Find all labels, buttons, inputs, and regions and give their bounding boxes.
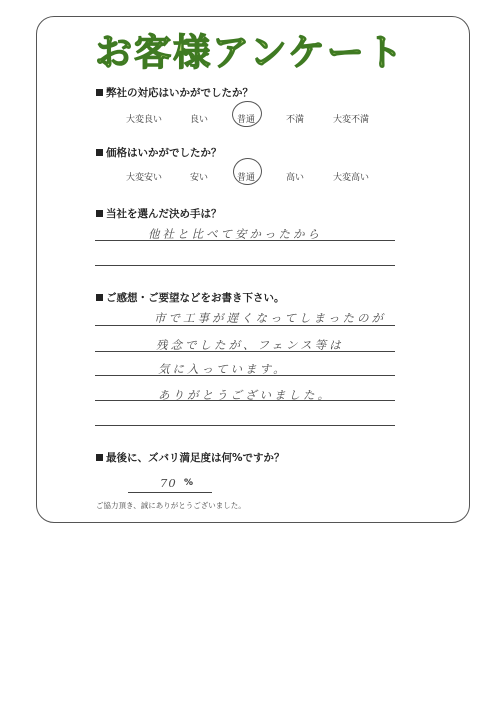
question-1-label: 弊社の対応はいかがでしたか？ — [106, 87, 253, 99]
question-4 — [96, 290, 285, 305]
question-3-label: 当社を選んだ決め手は？ — [106, 208, 222, 220]
question-4-label: ご感想・ご要望などをお書き下さい。 — [106, 292, 285, 304]
q4-handwritten-line-1: 市で工事が遅くなってしまったのが — [154, 311, 386, 325]
q2-option-5[interactable]: 大変高い — [333, 173, 370, 183]
answer-line — [128, 492, 212, 493]
q2-option-1[interactable]: 大変安い — [126, 173, 163, 183]
q4-handwritten-line-3: 気に入っています。 — [158, 362, 288, 376]
question-5-label: 最後に、ズバリ満足度は何%ですか？ — [106, 452, 285, 464]
bullet-square-icon — [96, 210, 103, 217]
q2-option-2[interactable]: 安い — [190, 173, 209, 183]
percent-unit: % — [184, 478, 194, 488]
q4-handwritten-line-4: ありがとうございました。 — [158, 388, 332, 402]
q3-handwritten-answer: 他社と比べて安かったから — [148, 227, 322, 241]
q2-option-3[interactable]: 普通 — [237, 173, 256, 183]
bullet-square-icon — [96, 454, 103, 461]
answer-line — [95, 265, 395, 266]
bullet-square-icon — [96, 89, 103, 96]
answer-line — [95, 351, 395, 352]
q1-option-5[interactable]: 大変不満 — [333, 115, 370, 125]
question-1 — [96, 85, 253, 100]
question-3 — [96, 206, 222, 221]
question-2-label: 価格はいかがでしたか？ — [106, 147, 222, 159]
q4-handwritten-line-2: 残念でしたが、フェンス等は — [156, 338, 344, 352]
footer-thanks: ご協力頂き、誠にありがとうございました。 — [96, 501, 246, 510]
bullet-square-icon — [96, 294, 103, 301]
answer-line — [95, 240, 395, 241]
question-5 — [96, 450, 285, 465]
answer-line — [95, 325, 395, 326]
q1-option-1[interactable]: 大変良い — [126, 115, 163, 125]
survey-title: お客様アンケート — [95, 31, 405, 74]
q2-option-4[interactable]: 高い — [286, 173, 305, 183]
q5-handwritten-answer: 70 — [160, 476, 177, 490]
answer-line — [95, 400, 395, 401]
answer-line — [95, 375, 395, 376]
answer-line — [95, 425, 395, 426]
bullet-square-icon — [96, 149, 103, 156]
question-2 — [96, 145, 222, 160]
q1-option-4[interactable]: 不満 — [286, 115, 305, 125]
q1-option-2[interactable]: 良い — [190, 115, 209, 125]
q1-option-3[interactable]: 普通 — [237, 115, 256, 125]
